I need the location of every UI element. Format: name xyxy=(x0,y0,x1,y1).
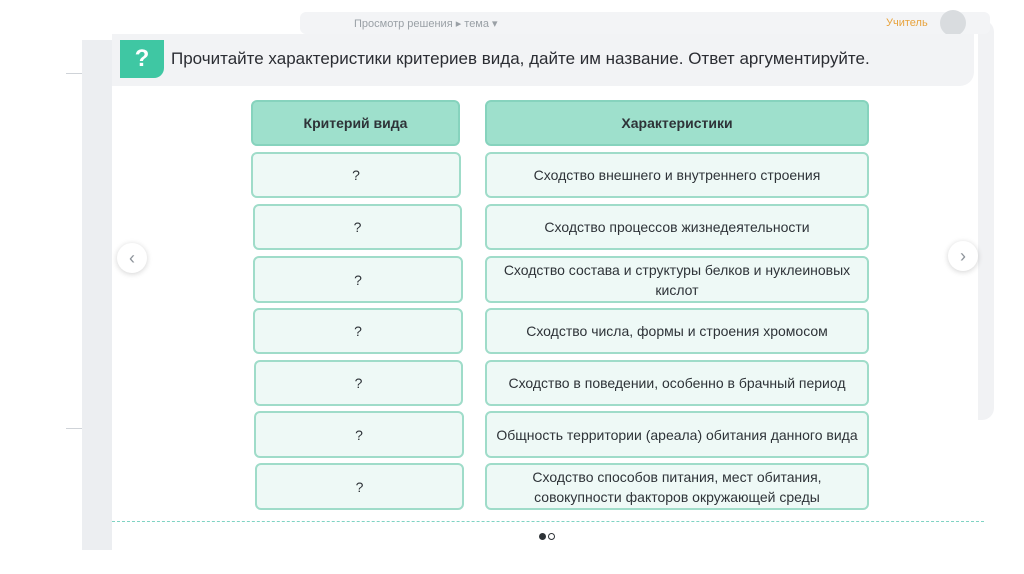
next-slide-button[interactable] xyxy=(948,241,978,271)
task-title: Прочитайте характеристики критериев вида, дайте им название. Ответ аргументируйте. xyxy=(171,49,870,68)
characteristic-cell: Сходство процессов жизнедеятельности xyxy=(485,204,869,250)
right-panel-edge xyxy=(978,20,994,420)
characteristic-cell: Сходство числа, формы и строения хромосом xyxy=(485,308,869,354)
page-dot[interactable] xyxy=(548,533,555,540)
prev-slide-button[interactable] xyxy=(117,243,147,273)
criterion-answer-cell[interactable]: ? xyxy=(251,152,461,198)
question-icon: ? xyxy=(120,40,164,78)
divider xyxy=(66,428,82,429)
criterion-answer-cell[interactable]: ? xyxy=(254,411,464,458)
characteristic-cell: Общность территории (ареала) обитания данного вида xyxy=(485,411,869,458)
characteristic-cell: Сходство способов питания, мест обитания, совокупности факторов окружающей среды xyxy=(485,463,869,510)
header-characteristics: Характеристики xyxy=(485,100,869,146)
left-panel-edge xyxy=(82,40,112,550)
criterion-answer-cell[interactable]: ? xyxy=(253,256,463,303)
chevron-left-icon: ‹ xyxy=(129,247,135,268)
top-bar xyxy=(300,12,990,34)
divider xyxy=(66,73,82,74)
criterion-answer-cell[interactable]: ? xyxy=(253,308,463,354)
avatar[interactable] xyxy=(940,10,966,36)
header-criterion: Критерий вида xyxy=(251,100,460,146)
characteristic-cell: Сходство состава и структуры белков и нуклеиновых кислот xyxy=(485,256,869,303)
user-name[interactable]: Учитель xyxy=(886,17,928,29)
characteristic-cell: Сходство в поведении, особенно в брачный период xyxy=(485,360,869,406)
breadcrumb[interactable]: Просмотр решения ▸ тема ▾ xyxy=(354,18,498,30)
criterion-answer-cell[interactable]: ? xyxy=(255,463,464,510)
divider xyxy=(112,521,984,522)
page-dot-active[interactable] xyxy=(539,533,546,540)
criterion-answer-cell[interactable]: ? xyxy=(254,360,463,406)
characteristic-cell: Сходство внешнего и внутреннего строения xyxy=(485,152,869,198)
chevron-right-icon: › xyxy=(960,245,966,266)
criterion-answer-cell[interactable]: ? xyxy=(253,204,462,250)
